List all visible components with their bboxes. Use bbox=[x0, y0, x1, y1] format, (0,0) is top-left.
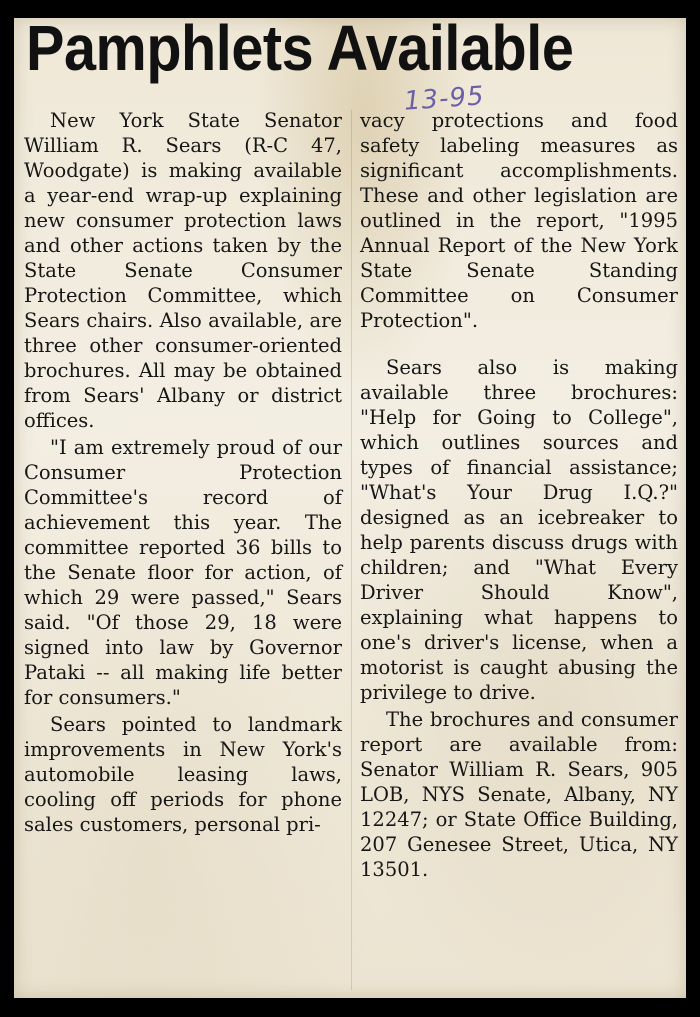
article-column-right bbox=[360, 108, 678, 882]
column-divider bbox=[351, 110, 352, 990]
headline: Pamphlets Available bbox=[26, 12, 574, 84]
newspaper-clipping bbox=[14, 12, 686, 998]
paragraph: "I am extremely proud of our Consumer Protection Committee's record of achievement this year. The committee reported 36 bills to the Senate floor for action, of which 29 were passed," Sears said. "Of those 29, 18 were signed into law by Governor Pataki -- all making life better for consumers." bbox=[24, 436, 342, 709]
paragraph: Sears pointed to landmark improvements in New York's automobile leasing laws, cooling off periods for phone sales customers, personal pri- bbox=[24, 713, 342, 836]
handwritten-date: 13-95 bbox=[403, 81, 486, 117]
paragraph: New York State Senator William R. Sears (R-C 47, Woodgate) is making available a year-end wrap-up explaining new consumer protection laws and other actions taken by the State Senate Consumer Protection Committee, which Sears chairs. Also available, are three other consumer-oriented brochures. All may be obtained from Sears' Albany or district offices. bbox=[24, 109, 342, 432]
paragraph: Sears also is making available three brochures: "Help for Going to College", which outlines sources and types of financial assistance; "What's Your Drug I.Q.?" designed as an icebreaker to help parents discuss drugs with children; and "What Every Driver Should Know", explaining what happens to one's driver's license, when a motorist is caught abusing the privilege to drive. bbox=[360, 356, 678, 704]
article-column-left bbox=[24, 108, 342, 837]
paragraph: vacy protections and food safety labeling measures as significant accomplishments. These and other legislation are outlined in the report, "1995 Annual Report of the New York State Senate Standing Committee on Consumer Protection". bbox=[360, 109, 678, 332]
paragraph: The brochures and consumer report are available from: Senator William R. Sears, 905 LOB, NYS Senate, Albany, NY 12247; or State Office Building, 207 Genesee Street, Utica, NY 13501. bbox=[360, 708, 678, 881]
